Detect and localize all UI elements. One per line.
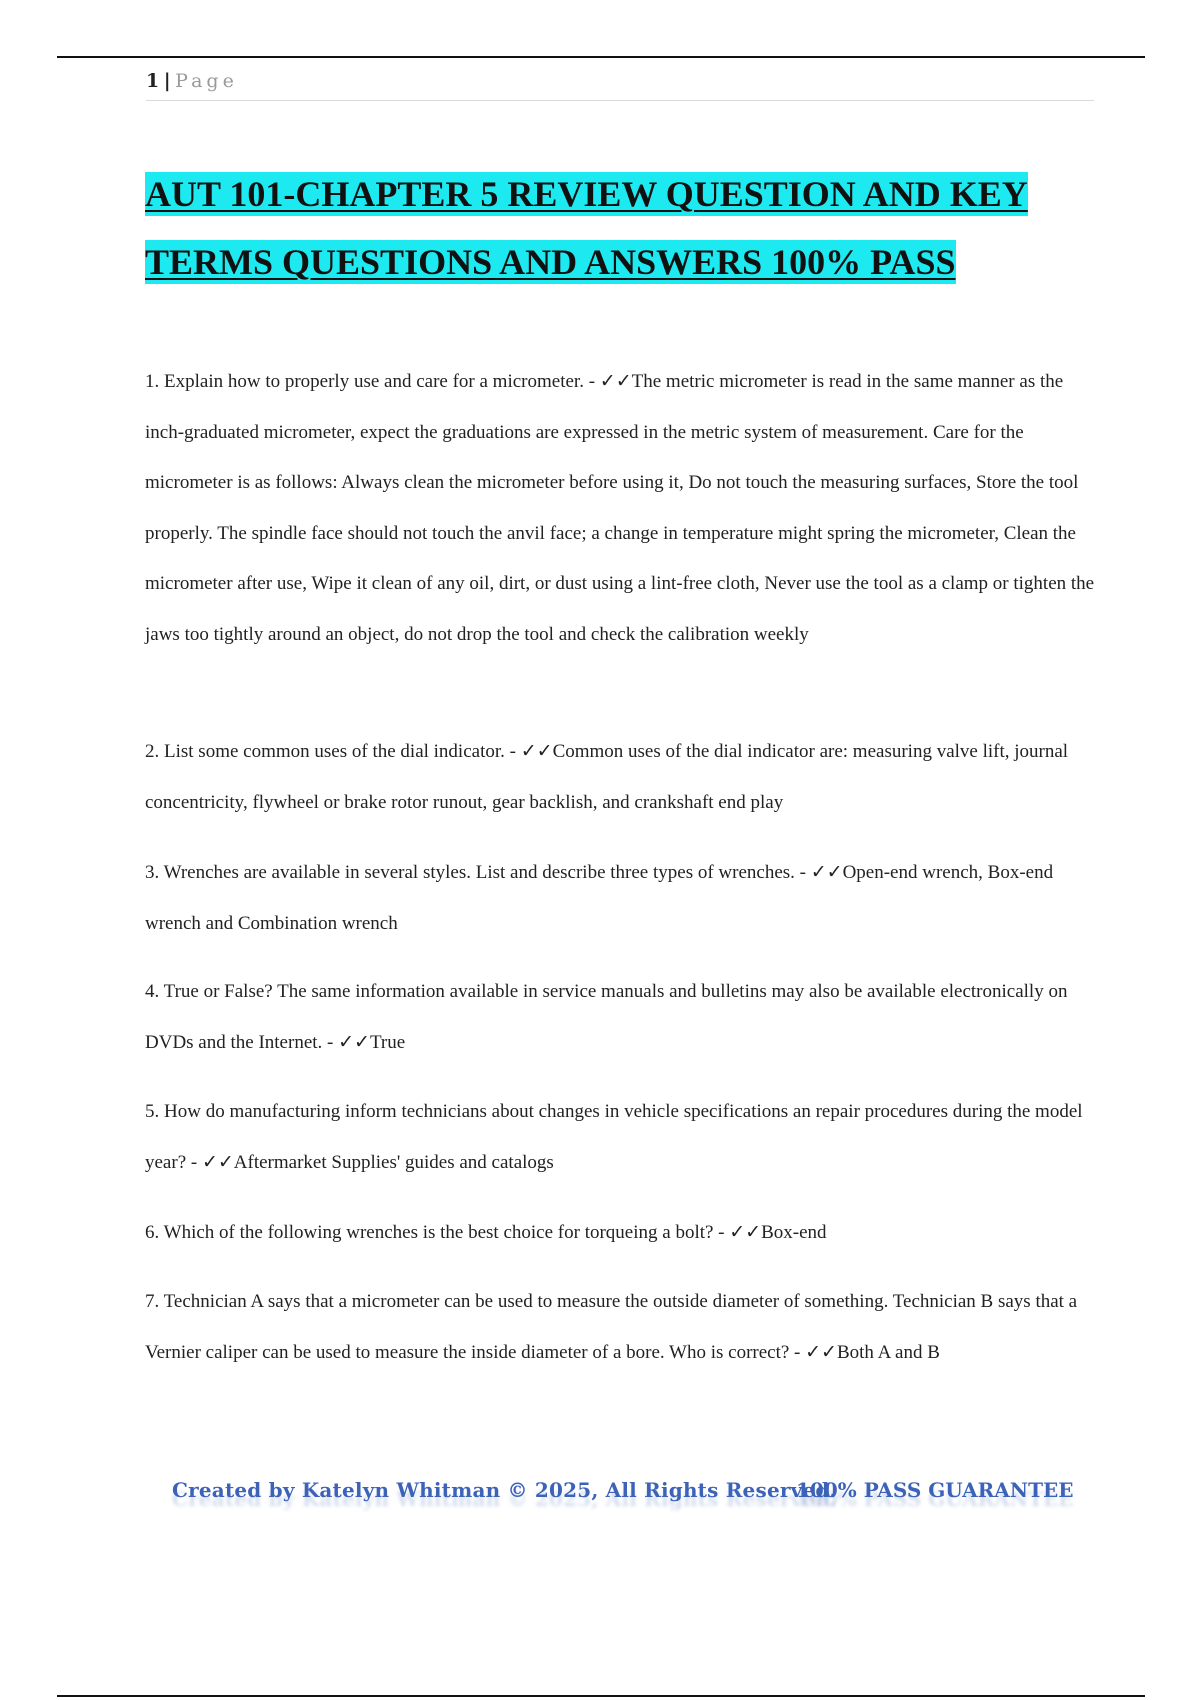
answer-text: True: [369, 1031, 406, 1053]
top-rule: [57, 56, 1145, 58]
qa-item-5: [145, 1087, 1095, 1188]
question-text: 6. Which of the following wrenches is the best choice for torqueing a bolt? - ✓✓: [145, 1222, 762, 1243]
answer-text: Both A and B: [836, 1341, 940, 1363]
qa-item-4: [145, 967, 1095, 1068]
page-header: [146, 70, 1094, 101]
document-title: [145, 160, 1105, 296]
question-text: 3. Wrenches are available in several styles. List and describe three types of wrenches. - ✓✓: [145, 862, 843, 883]
footer-guarantee: 100% PASS GUARANTEE: [796, 1478, 1074, 1502]
answer-text: Box-end: [761, 1222, 827, 1243]
answer-text: Common uses of the dial indicator are: measuring valve lift, journal concentricity, flywheel or brake rotor runout, gear backlish, and crankshaft end play: [145, 741, 1069, 813]
answer-text: The metric micrometer is read in the same manner as the inch-graduated micrometer, expect the graduations are expressed in the metric system of measurement. Care for the micrometer is as follows: Always clean the micrometer before using it, Do not touch the measuring surfaces, Store the tool properly. The spindle face should not touch the anvil face; a change in temperature might spring the micrometer, Clean the micrometer after use, Wipe it clean of any oil, dirt, or dust using a lint-free cloth, Never use the tool as a clamp or tighten the jaws too tightly around an object, do not drop the tool and check the calibration weekly: [145, 371, 1095, 645]
qa-item-1: [145, 357, 1095, 660]
footer-copyright: Created by Katelyn Whitman © 2025, All Rights Reserved.: [172, 1478, 837, 1502]
document-title-text: AUT 101-CHAPTER 5 REVIEW QUESTION AND KEY TERMS QUESTIONS AND ANSWERS 100% PASS: [145, 174, 1028, 282]
page-number: 1: [146, 70, 160, 92]
page-label: Page: [175, 70, 238, 92]
qa-item-6: [145, 1208, 1095, 1259]
page-separator: |: [163, 70, 172, 92]
question-text: 2. List some common uses of the dial indicator. - ✓✓: [145, 741, 553, 762]
question-text: 7. Technician A says that a micrometer can be used to measure the outside diameter of something. Technician B says that a Vernier caliper can be used to measure the inside diameter of a bore. Who is correct? - ✓✓: [145, 1291, 1078, 1363]
bottom-rule: [57, 1695, 1145, 1697]
question-text: 5. How do manufacturing inform technicians about changes in vehicle specifications an repair procedures during the model year? - ✓✓: [145, 1101, 1083, 1173]
qa-item-7: [145, 1277, 1095, 1378]
question-text: 4. True or False? The same information available in service manuals and bulletins may also be available electronically on DVDs and the Internet. - ✓✓: [145, 981, 1068, 1053]
question-text: 1. Explain how to properly use and care for a micrometer. - ✓✓: [145, 371, 632, 392]
qa-item-3: [145, 848, 1095, 949]
answer-text: Aftermarket Supplies' guides and catalogs: [233, 1151, 554, 1173]
answer-text: Open-end wrench, Box-end wrench and Combination wrench: [145, 862, 1054, 934]
qa-item-2: [145, 727, 1095, 828]
